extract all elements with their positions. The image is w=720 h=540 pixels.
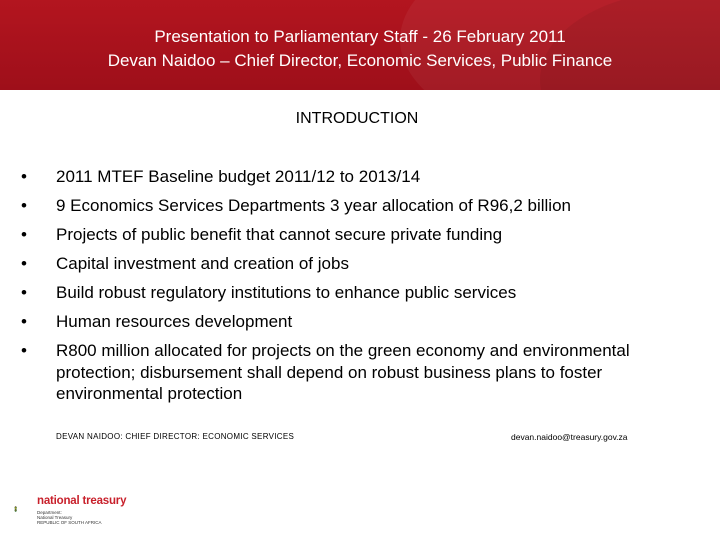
bullet-item-4 (21, 253, 701, 275)
bullet-text: R800 million allocated for projects on the green economy and environmental protection; disbursement shall depend on robust business plans to foster environmental protection (56, 341, 630, 403)
footer-email: devan.naidoo@treasury.gov.za (511, 432, 628, 442)
bullet-text: 2011 MTEF Baseline budget 2011/12 to 2013/14 (56, 167, 421, 186)
footer-bar (0, 478, 720, 540)
bullet-item-2 (21, 195, 701, 217)
bullet-icon: • (21, 283, 27, 302)
bullet-text: Human resources development (56, 312, 293, 331)
header-banner (0, 0, 720, 90)
logo-sub-1: Department: (37, 510, 62, 515)
bullet-item-7 (21, 340, 701, 405)
bullet-text: Build robust regulatory institutions to enhance public services (56, 283, 517, 302)
logo-wordmark: national treasury (37, 495, 127, 507)
bullet-text: Projects of public benefit that cannot secure private funding (56, 225, 503, 244)
bullet-item-6 (21, 311, 701, 333)
bullet-icon: • (21, 341, 27, 360)
bullet-text: 9 Economics Services Departments 3 year allocation of R96,2 billion (56, 196, 571, 215)
bullet-text: Capital investment and creation of jobs (56, 254, 349, 273)
bullet-item-5 (21, 282, 701, 304)
footer-presenter: DEVAN NAIDOO: CHIEF DIRECTOR: ECONOMIC SERVICES (56, 432, 295, 441)
bullet-icon: • (21, 196, 27, 215)
bullet-icon: • (21, 254, 27, 273)
bullet-icon: • (21, 167, 27, 186)
slide-title: INTRODUCTION (295, 110, 419, 127)
bullet-item-1 (21, 166, 701, 188)
header-line-2: Devan Naidoo – Chief Director, Economic Services, Public Finance (107, 51, 613, 70)
logo-sub-2: National Treasury (37, 515, 73, 520)
header-line-1: Presentation to Parliamentary Staff - 26 February 2011 (154, 27, 566, 46)
bullet-item-3 (21, 224, 701, 246)
logo-sub-3: REPUBLIC OF SOUTH AFRICA (37, 520, 102, 525)
bullet-icon: • (21, 225, 27, 244)
bullet-list (21, 166, 701, 412)
coat-of-arms-icon (14, 489, 34, 529)
bullet-icon: • (21, 312, 27, 331)
